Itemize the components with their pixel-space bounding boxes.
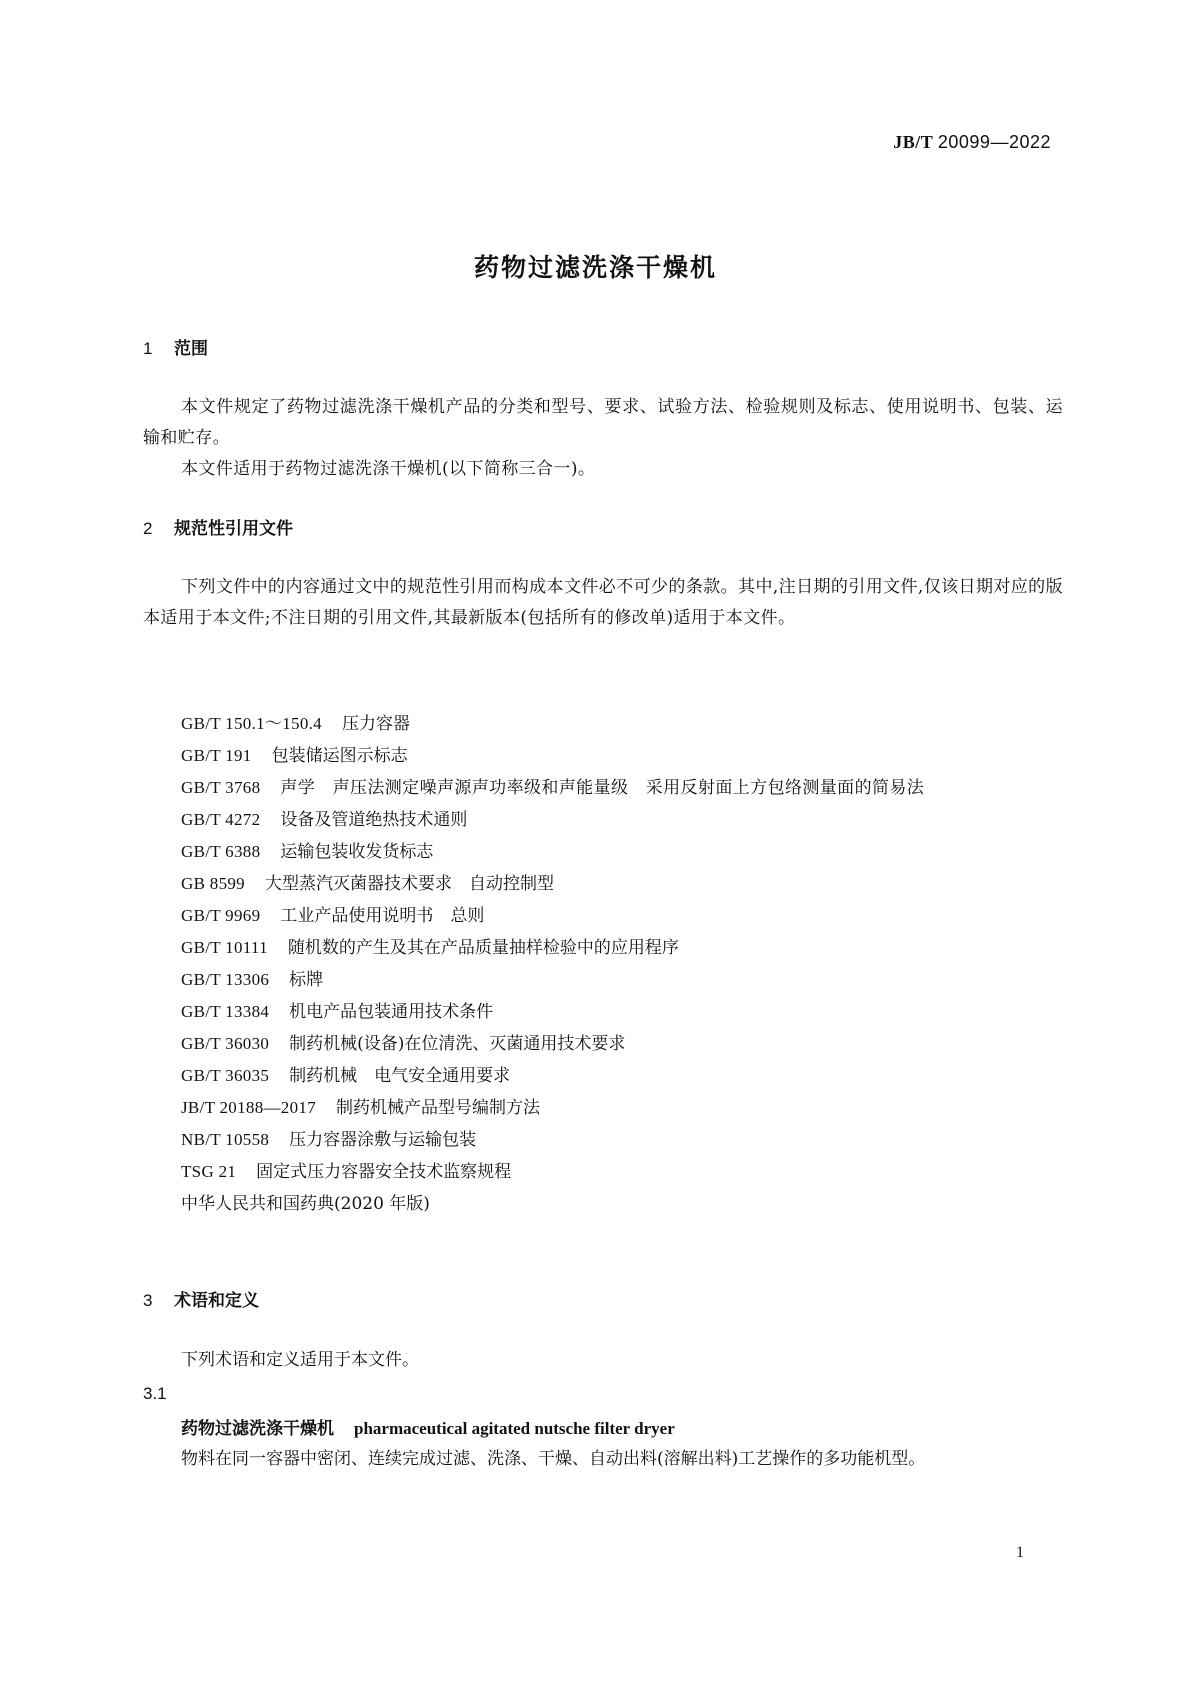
reference-code: TSG 21 xyxy=(181,1162,237,1181)
page-number: 1 xyxy=(1016,1544,1024,1561)
reference-code: GB/T 3768 xyxy=(181,778,261,797)
section-1-heading xyxy=(143,334,208,359)
reference-code: NB/T 10558 xyxy=(181,1130,270,1149)
section-3-intro: 下列术语和定义适用于本文件。 xyxy=(181,1350,419,1370)
term-definition: 物料在同一容器中密闭、连续完成过滤、洗涤、干燥、自动出料(溶解出料)工艺操作的多功能机型。 xyxy=(181,1449,926,1469)
document-number xyxy=(893,132,1051,153)
reference-title: 大型蒸汽灭菌器技术要求 自动控制型 xyxy=(264,874,554,894)
reference-title: 固定式压力容器安全技术监察规程 xyxy=(256,1162,512,1182)
reference-item xyxy=(181,804,1061,836)
reference-title: 声学 声压法测定噪声源声功率级和声能量级 采用反射面上方包络测量面的简易法 xyxy=(280,778,925,798)
section-2-heading xyxy=(143,514,293,539)
reference-title: 标牌 xyxy=(289,970,324,990)
reference-title: 压力容器涂敷与运输包装 xyxy=(289,1130,477,1150)
reference-title: 制药机械(设备)在位清洗、灭菌通用技术要求 xyxy=(289,1034,626,1054)
reference-title: 机电产品包装通用技术条件 xyxy=(289,1002,494,1022)
reference-title: 压力容器 xyxy=(341,714,410,734)
reference-title: 工业产品使用说明书 总则 xyxy=(280,906,485,926)
document-code: 20099—2022 xyxy=(937,132,1051,152)
reference-title: 运输包装收发货标志 xyxy=(280,842,434,862)
term-chinese: 药物过滤洗涤干燥机 xyxy=(181,1419,334,1439)
term-number: 3.1 xyxy=(143,1384,167,1403)
reference-code: GB/T 4272 xyxy=(181,810,261,829)
reference-code: GB/T 36035 xyxy=(181,1066,270,1085)
section-3-heading xyxy=(143,1286,259,1311)
section-number: 1 xyxy=(143,339,153,358)
reference-title: 随机数的产生及其在产品质量抽样检验中的应用程序 xyxy=(287,938,679,958)
reference-item xyxy=(181,1060,1061,1092)
reference-code: GB/T 191 xyxy=(181,746,252,765)
reference-item xyxy=(181,932,1061,964)
document-prefix: JB/T xyxy=(893,132,933,152)
reference-item xyxy=(181,740,1061,772)
reference-item xyxy=(181,836,1061,868)
reference-item xyxy=(143,772,1061,804)
paragraph: 本文件适用于药物过滤洗涤干燥机(以下简称三合一)。 xyxy=(181,459,596,479)
reference-code: JB/T 20188—2017 xyxy=(181,1098,317,1117)
section-2-intro xyxy=(143,572,1063,634)
section-title: 范围 xyxy=(174,339,208,359)
reference-title: 制药机械产品型号编制方法 xyxy=(336,1098,541,1118)
reference-code: GB 8599 xyxy=(181,874,245,893)
paragraph: 下列文件中的内容通过文中的规范性引用而构成本文件必不可少的条款。其中,注日期的引用文件,仅该日期对应的版本适用于本文件;不注日期的引用文件,其最新版本(包括所有的修改单)适用于本文件。 xyxy=(143,577,1063,628)
section-title: 规范性引用文件 xyxy=(174,519,293,539)
term-english: pharmaceutical agitated nutsche filter dryer xyxy=(354,1419,675,1438)
reference-code: GB/T 13306 xyxy=(181,970,270,989)
section-1-body xyxy=(143,392,1063,485)
reference-item xyxy=(181,708,1061,740)
reference-list xyxy=(181,708,1061,1220)
reference-title: 中华人民共和国药典(2020 年版) xyxy=(181,1194,430,1214)
reference-code: GB/T 13384 xyxy=(181,1002,270,1021)
term-heading xyxy=(181,1414,675,1439)
reference-item xyxy=(181,1028,1061,1060)
reference-title: 设备及管道绝热技术通则 xyxy=(280,810,468,830)
reference-title: 包装储运图示标志 xyxy=(271,746,408,766)
reference-code: GB/T 150.1～150.4 xyxy=(181,714,322,733)
page-title: 药物过滤洗涤干燥机 xyxy=(473,253,717,282)
reference-item xyxy=(181,1156,1061,1188)
reference-code: GB/T 36030 xyxy=(181,1034,270,1053)
reference-item xyxy=(181,996,1061,1028)
reference-title: 制药机械 电气安全通用要求 xyxy=(289,1066,511,1086)
section-number: 3 xyxy=(143,1291,153,1310)
reference-code: GB/T 6388 xyxy=(181,842,261,861)
paragraph: 本文件规定了药物过滤洗涤干燥机产品的分类和型号、要求、试验方法、检验规则及标志、使用说明书、包装、运输和贮存。 xyxy=(143,397,1063,448)
reference-item xyxy=(181,1124,1061,1156)
section-title: 术语和定义 xyxy=(174,1291,259,1311)
reference-item xyxy=(181,964,1061,996)
reference-item xyxy=(181,1188,1061,1220)
reference-code: GB/T 10111 xyxy=(181,938,268,957)
section-number: 2 xyxy=(143,519,153,538)
reference-item xyxy=(181,900,1061,932)
reference-code: GB/T 9969 xyxy=(181,906,261,925)
reference-item xyxy=(181,1092,1061,1124)
reference-item xyxy=(181,868,1061,900)
